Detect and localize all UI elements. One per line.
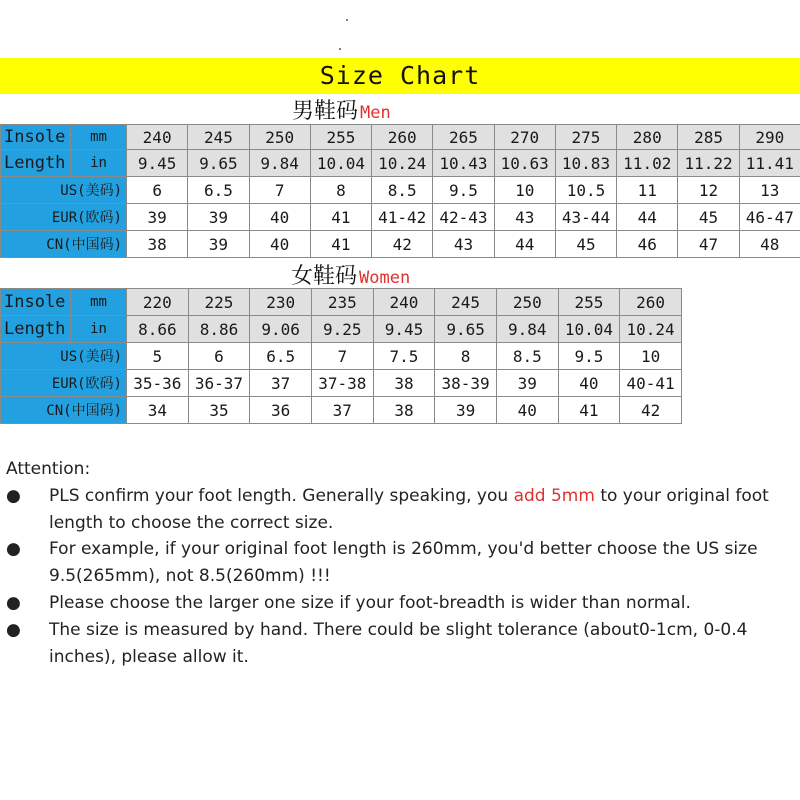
note-text: The size is measured by hand. There could be slight tolerance (about0-1cm, 0-0.4 inches), please allow it. bbox=[49, 619, 748, 667]
attention-title: Attention: bbox=[6, 459, 91, 479]
note-item bbox=[6, 590, 796, 617]
insole-in-cell: 9.06 bbox=[250, 316, 312, 343]
note-item bbox=[6, 617, 796, 671]
insole-in-cell: 10.04 bbox=[558, 316, 620, 343]
us-size-cell: 11 bbox=[617, 177, 678, 204]
men-row-eur bbox=[1, 204, 800, 231]
note-highlight: add 5mm bbox=[513, 485, 595, 506]
eur-label: EUR(欧码) bbox=[1, 370, 127, 397]
eur-size-cell: 41-42 bbox=[372, 204, 433, 231]
in-unit-label: in bbox=[71, 316, 127, 343]
insole-mm-cell: 245 bbox=[435, 289, 497, 316]
cn-size-cell: 46 bbox=[617, 231, 678, 258]
eur-label: EUR(欧码) bbox=[1, 204, 127, 231]
cn-size-cell: 41 bbox=[310, 231, 371, 258]
men-row-cn bbox=[1, 231, 800, 258]
men-size-table bbox=[0, 124, 800, 258]
women-row-eur bbox=[1, 370, 682, 397]
eur-size-cell: 37-38 bbox=[311, 370, 373, 397]
eur-size-cell: 38-39 bbox=[435, 370, 497, 397]
cn-size-cell: 40 bbox=[249, 231, 310, 258]
us-size-cell: 9.5 bbox=[558, 343, 620, 370]
eur-size-cell: 40 bbox=[558, 370, 620, 397]
insole-mm-cell: 250 bbox=[249, 125, 310, 150]
insole-mm-cell: 290 bbox=[739, 125, 800, 150]
insole-in-cell: 9.84 bbox=[249, 150, 310, 177]
insole-in-cell: 9.65 bbox=[435, 316, 497, 343]
cn-size-cell: 43 bbox=[433, 231, 494, 258]
note-text: to your original foot length to choose the correct size. bbox=[49, 485, 769, 533]
eur-size-cell: 43-44 bbox=[555, 204, 616, 231]
length-label: Length bbox=[1, 150, 71, 177]
men-row-us bbox=[1, 177, 800, 204]
us-size-cell: 8 bbox=[435, 343, 497, 370]
us-size-cell: 6 bbox=[127, 177, 188, 204]
us-size-cell: 10 bbox=[620, 343, 682, 370]
us-label: US(美码) bbox=[1, 177, 127, 204]
bullet-icon: ● bbox=[6, 592, 21, 613]
insole-mm-cell: 245 bbox=[188, 125, 249, 150]
insole-in-cell: 10.24 bbox=[372, 150, 433, 177]
insole-in-cell: 9.84 bbox=[496, 316, 558, 343]
women-heading-cn: 女鞋码 bbox=[291, 264, 358, 289]
us-size-cell: 8 bbox=[310, 177, 371, 204]
women-row-mm bbox=[1, 289, 682, 316]
eur-size-cell: 37 bbox=[250, 370, 312, 397]
insole-in-cell: 9.45 bbox=[373, 316, 435, 343]
insole-in-cell: 9.65 bbox=[188, 150, 249, 177]
women-size-table bbox=[0, 288, 682, 424]
banner-title: Size Chart bbox=[319, 61, 481, 90]
women-heading-en: Women bbox=[359, 268, 411, 288]
cn-size-cell: 34 bbox=[127, 397, 189, 424]
insole-mm-cell: 260 bbox=[372, 125, 433, 150]
insole-in-cell: 10.83 bbox=[555, 150, 616, 177]
cn-size-cell: 42 bbox=[372, 231, 433, 258]
cn-size-cell: 39 bbox=[435, 397, 497, 424]
us-size-cell: 12 bbox=[678, 177, 739, 204]
insole-label: Insole bbox=[1, 289, 71, 316]
insole-in-cell: 9.45 bbox=[127, 150, 188, 177]
women-row-us bbox=[1, 343, 682, 370]
insole-mm-cell: 260 bbox=[620, 289, 682, 316]
insole-mm-cell: 255 bbox=[558, 289, 620, 316]
mm-unit-label: mm bbox=[71, 289, 127, 316]
women-heading bbox=[291, 259, 410, 290]
cn-size-cell: 37 bbox=[311, 397, 373, 424]
eur-size-cell: 39 bbox=[127, 204, 188, 231]
insole-in-cell: 11.41 bbox=[739, 150, 800, 177]
eur-size-cell: 40-41 bbox=[620, 370, 682, 397]
eur-size-cell: 42-43 bbox=[433, 204, 494, 231]
insole-in-cell: 10.43 bbox=[433, 150, 494, 177]
cn-size-cell: 38 bbox=[127, 231, 188, 258]
cn-size-cell: 39 bbox=[188, 231, 249, 258]
men-heading-en: Men bbox=[360, 103, 391, 123]
us-size-cell: 7 bbox=[249, 177, 310, 204]
insole-mm-cell: 285 bbox=[678, 125, 739, 150]
insole-in-cell: 11.02 bbox=[617, 150, 678, 177]
us-size-cell: 5 bbox=[127, 343, 189, 370]
size-chart-banner bbox=[0, 58, 800, 94]
top-dot-mark bbox=[339, 48, 341, 50]
in-unit-label: in bbox=[71, 150, 127, 177]
eur-size-cell: 35-36 bbox=[127, 370, 189, 397]
eur-size-cell: 46-47 bbox=[739, 204, 800, 231]
insole-in-cell: 11.22 bbox=[678, 150, 739, 177]
us-size-cell: 6 bbox=[188, 343, 250, 370]
cn-size-cell: 44 bbox=[494, 231, 555, 258]
eur-size-cell: 45 bbox=[678, 204, 739, 231]
eur-size-cell: 39 bbox=[496, 370, 558, 397]
cn-size-cell: 35 bbox=[188, 397, 250, 424]
insole-mm-cell: 275 bbox=[555, 125, 616, 150]
insole-mm-cell: 235 bbox=[311, 289, 373, 316]
insole-mm-cell: 240 bbox=[127, 125, 188, 150]
attention-notes bbox=[6, 456, 796, 670]
us-size-cell: 10 bbox=[494, 177, 555, 204]
note-text: Please choose the larger one size if your foot-breadth is wider than normal. bbox=[49, 592, 691, 613]
women-row-cn bbox=[1, 397, 682, 424]
bullet-icon: ● bbox=[6, 485, 21, 506]
insole-mm-cell: 255 bbox=[310, 125, 371, 150]
us-size-cell: 8.5 bbox=[372, 177, 433, 204]
insole-mm-cell: 230 bbox=[250, 289, 312, 316]
insole-mm-cell: 250 bbox=[496, 289, 558, 316]
us-size-cell: 8.5 bbox=[496, 343, 558, 370]
men-row-in bbox=[1, 150, 800, 177]
men-heading bbox=[292, 94, 391, 125]
cn-size-cell: 36 bbox=[250, 397, 312, 424]
men-row-mm bbox=[1, 125, 800, 150]
women-row-in bbox=[1, 316, 682, 343]
us-label: US(美码) bbox=[1, 343, 127, 370]
top-dot-mark bbox=[346, 19, 348, 21]
eur-size-cell: 40 bbox=[249, 204, 310, 231]
insole-mm-cell: 270 bbox=[494, 125, 555, 150]
us-size-cell: 9.5 bbox=[433, 177, 494, 204]
cn-label: CN(中国码) bbox=[1, 231, 127, 258]
insole-in-cell: 8.66 bbox=[127, 316, 189, 343]
cn-size-cell: 40 bbox=[496, 397, 558, 424]
eur-size-cell: 38 bbox=[373, 370, 435, 397]
insole-mm-cell: 240 bbox=[373, 289, 435, 316]
eur-size-cell: 39 bbox=[188, 204, 249, 231]
cn-size-cell: 38 bbox=[373, 397, 435, 424]
insole-mm-cell: 225 bbox=[188, 289, 250, 316]
insole-mm-cell: 220 bbox=[127, 289, 189, 316]
cn-size-cell: 48 bbox=[739, 231, 800, 258]
eur-size-cell: 41 bbox=[310, 204, 371, 231]
insole-label: Insole bbox=[1, 125, 71, 150]
insole-in-cell: 10.04 bbox=[310, 150, 371, 177]
eur-size-cell: 36-37 bbox=[188, 370, 250, 397]
eur-size-cell: 43 bbox=[494, 204, 555, 231]
insole-mm-cell: 280 bbox=[617, 125, 678, 150]
cn-label: CN(中国码) bbox=[1, 397, 127, 424]
note-text: For example, if your original foot length is 260mm, you'd better choose the US size 9.5(265mm), not 8.5(260mm) !!! bbox=[49, 539, 758, 587]
us-size-cell: 7 bbox=[311, 343, 373, 370]
insole-in-cell: 10.24 bbox=[620, 316, 682, 343]
us-size-cell: 13 bbox=[739, 177, 800, 204]
note-text: PLS confirm your foot length. Generally speaking, you bbox=[49, 485, 514, 506]
bullet-icon: ● bbox=[6, 539, 21, 560]
insole-in-cell: 10.63 bbox=[494, 150, 555, 177]
bullet-icon: ● bbox=[6, 619, 21, 640]
eur-size-cell: 44 bbox=[617, 204, 678, 231]
cn-size-cell: 47 bbox=[678, 231, 739, 258]
cn-size-cell: 41 bbox=[558, 397, 620, 424]
length-label: Length bbox=[1, 316, 71, 343]
us-size-cell: 6.5 bbox=[250, 343, 312, 370]
note-item bbox=[6, 536, 796, 590]
us-size-cell: 10.5 bbox=[555, 177, 616, 204]
insole-in-cell: 9.25 bbox=[311, 316, 373, 343]
us-size-cell: 7.5 bbox=[373, 343, 435, 370]
insole-mm-cell: 265 bbox=[433, 125, 494, 150]
note-item bbox=[6, 483, 796, 537]
cn-size-cell: 42 bbox=[620, 397, 682, 424]
us-size-cell: 6.5 bbox=[188, 177, 249, 204]
insole-in-cell: 8.86 bbox=[188, 316, 250, 343]
cn-size-cell: 45 bbox=[555, 231, 616, 258]
mm-unit-label: mm bbox=[71, 125, 127, 150]
men-heading-cn: 男鞋码 bbox=[292, 99, 359, 124]
